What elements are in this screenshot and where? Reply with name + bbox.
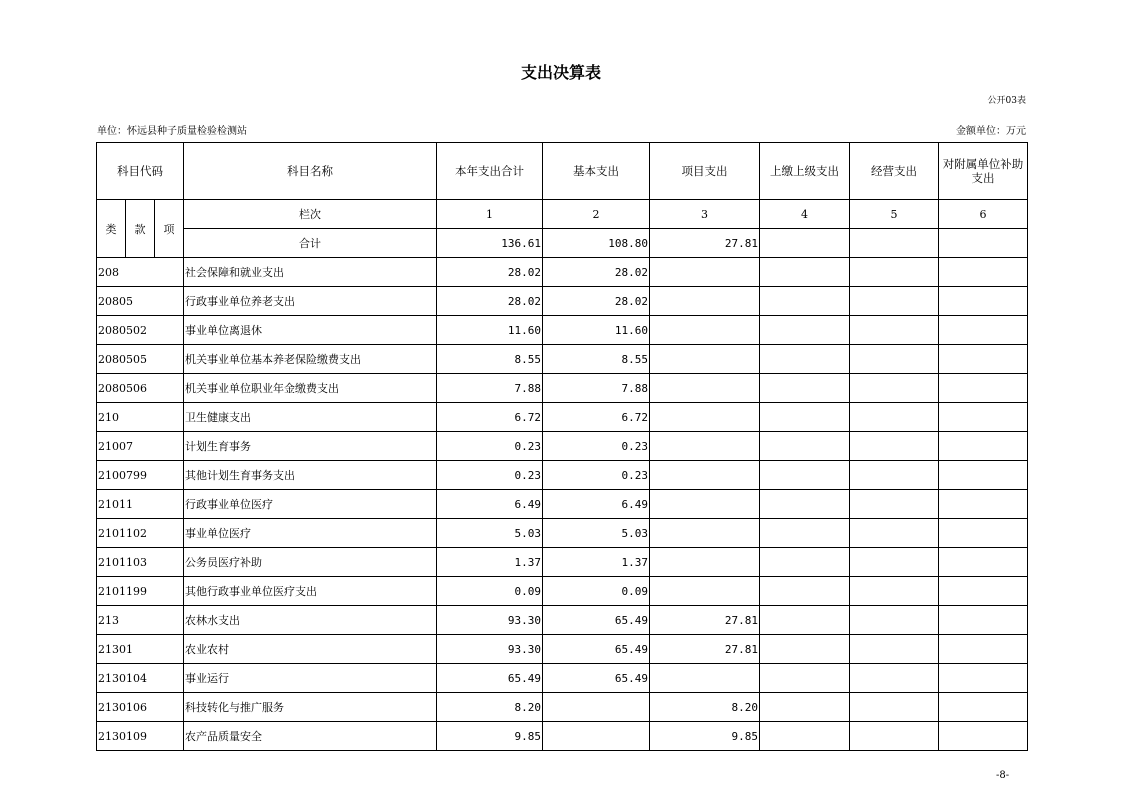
row-code: 2100799 [97,461,184,490]
row-basic [543,722,650,751]
row-business [850,548,939,577]
row-code: 210 [97,403,184,432]
header-total: 本年支出合计 [437,143,543,200]
row-upper [760,403,850,432]
column-number: 3 [650,200,760,229]
row-project [650,287,760,316]
column-number: 2 [543,200,650,229]
row-basic: 6.49 [543,490,650,519]
row-project [650,577,760,606]
row-basic: 1.37 [543,548,650,577]
table-row [97,403,1028,432]
total-basic: 108.80 [543,229,650,258]
row-business [850,374,939,403]
row-basic: 0.23 [543,461,650,490]
row-code: 2101199 [97,577,184,606]
row-total: 6.49 [437,490,543,519]
row-subsidiary [939,548,1028,577]
form-code: 公开03表 [987,96,1026,106]
row-business [850,519,939,548]
row-code: 213 [97,606,184,635]
row-code: 2130106 [97,693,184,722]
row-project [650,258,760,287]
row-basic: 6.72 [543,403,650,432]
total-row [97,229,1028,258]
row-basic: 65.49 [543,635,650,664]
row-subsidiary [939,345,1028,374]
row-code: 21007 [97,432,184,461]
table-row [97,519,1028,548]
total-label: 合计 [184,229,437,258]
row-subsidiary [939,635,1028,664]
row-code: 2080502 [97,316,184,345]
row-subsidiary [939,461,1028,490]
row-total: 28.02 [437,287,543,316]
table-row [97,693,1028,722]
row-upper [760,316,850,345]
row-project: 9.85 [650,722,760,751]
total-subsidiary [939,229,1028,258]
row-basic: 8.55 [543,345,650,374]
header-basic: 基本支出 [543,143,650,200]
row-name: 其他行政事业单位医疗支出 [184,577,437,606]
row-project: 27.81 [650,606,760,635]
row-upper [760,577,850,606]
row-project [650,490,760,519]
row-total: 93.30 [437,606,543,635]
row-total: 7.88 [437,374,543,403]
row-total: 11.60 [437,316,543,345]
row-upper [760,519,850,548]
row-name: 计划生育事务 [184,432,437,461]
page-number: -8- [996,770,1010,781]
row-business [850,461,939,490]
column-number: 1 [437,200,543,229]
row-upper [760,432,850,461]
row-business [850,693,939,722]
row-total: 65.49 [437,664,543,693]
row-name: 事业运行 [184,664,437,693]
row-upper [760,664,850,693]
header-name: 科目名称 [184,143,437,200]
row-code: 2080506 [97,374,184,403]
total-project: 27.81 [650,229,760,258]
row-total: 28.02 [437,258,543,287]
row-subsidiary [939,316,1028,345]
table-row [97,635,1028,664]
row-business [850,577,939,606]
row-business [850,432,939,461]
row-upper [760,548,850,577]
row-project [650,403,760,432]
row-name: 农业农村 [184,635,437,664]
row-project: 27.81 [650,635,760,664]
row-upper [760,345,850,374]
row-name: 机关事业单位基本养老保险缴费支出 [184,345,437,374]
row-name: 科技转化与推广服务 [184,693,437,722]
row-upper [760,635,850,664]
row-business [850,345,939,374]
page-title: 支出决算表 [520,63,601,82]
row-name: 机关事业单位职业年金缴费支出 [184,374,437,403]
row-business [850,635,939,664]
row-business [850,490,939,519]
row-name: 事业单位离退休 [184,316,437,345]
table-row [97,374,1028,403]
row-business [850,258,939,287]
row-business [850,722,939,751]
total-upper [760,229,850,258]
row-upper [760,722,850,751]
row-name: 农林水支出 [184,606,437,635]
row-total: 9.85 [437,722,543,751]
row-upper [760,287,850,316]
row-name: 农产品质量安全 [184,722,437,751]
row-project: 8.20 [650,693,760,722]
row-total: 0.09 [437,577,543,606]
table-row [97,461,1028,490]
row-total: 8.55 [437,345,543,374]
row-code: 2130109 [97,722,184,751]
row-subsidiary [939,287,1028,316]
header-row [97,143,1028,200]
table-row [97,316,1028,345]
reporting-unit: 单位：怀远县种子质量检验检测站 [97,126,247,137]
table-row [97,577,1028,606]
row-code: 21301 [97,635,184,664]
row-business [850,316,939,345]
total-total: 136.61 [437,229,543,258]
total-business [850,229,939,258]
header-business: 经营支出 [850,143,939,200]
row-upper [760,461,850,490]
row-basic [543,693,650,722]
table-row [97,606,1028,635]
amount-unit: 金额单位：万元 [956,126,1026,137]
row-subsidiary [939,519,1028,548]
row-basic: 28.02 [543,258,650,287]
table-row [97,664,1028,693]
row-project [650,461,760,490]
table-row [97,490,1028,519]
table-row [97,258,1028,287]
table-row [97,432,1028,461]
row-upper [760,258,850,287]
row-project [650,345,760,374]
row-project [650,316,760,345]
row-project [650,432,760,461]
row-business [850,403,939,432]
row-subsidiary [939,577,1028,606]
row-basic: 7.88 [543,374,650,403]
row-basic: 65.49 [543,664,650,693]
row-total: 8.20 [437,693,543,722]
column-index-label: 栏次 [184,200,437,229]
table-row [97,287,1028,316]
row-basic: 11.60 [543,316,650,345]
column-number: 5 [850,200,939,229]
row-code: 2101102 [97,519,184,548]
row-code: 208 [97,258,184,287]
table-row [97,722,1028,751]
row-business [850,287,939,316]
header-upper: 上缴上级支出 [760,143,850,200]
row-subsidiary [939,432,1028,461]
row-code: 2130104 [97,664,184,693]
row-basic: 5.03 [543,519,650,548]
row-name: 公务员医疗补助 [184,548,437,577]
row-name: 社会保障和就业支出 [184,258,437,287]
expenditure-table [96,142,1028,751]
row-business [850,664,939,693]
sub-header-xiang: 项 [155,200,184,258]
row-total: 1.37 [437,548,543,577]
row-total: 93.30 [437,635,543,664]
row-project [650,374,760,403]
row-name: 行政事业单位医疗 [184,490,437,519]
row-basic: 28.02 [543,287,650,316]
row-subsidiary [939,664,1028,693]
column-number: 6 [939,200,1028,229]
header-code: 科目代码 [97,143,184,200]
row-code: 2080505 [97,345,184,374]
row-code: 20805 [97,287,184,316]
row-upper [760,606,850,635]
header-project: 项目支出 [650,143,760,200]
row-basic: 65.49 [543,606,650,635]
row-subsidiary [939,722,1028,751]
row-subsidiary [939,374,1028,403]
row-total: 0.23 [437,432,543,461]
row-subsidiary [939,258,1028,287]
column-number: 4 [760,200,850,229]
row-subsidiary [939,490,1028,519]
row-project [650,519,760,548]
sub-header-kuan: 款 [126,200,155,258]
row-name: 卫生健康支出 [184,403,437,432]
row-subsidiary [939,403,1028,432]
row-total: 6.72 [437,403,543,432]
row-upper [760,693,850,722]
sub-header-lei: 类 [97,200,126,258]
column-index-row [97,200,1028,229]
row-upper [760,374,850,403]
row-subsidiary [939,606,1028,635]
header-subsidiary: 对附属单位补助支出 [939,143,1028,200]
table-row [97,345,1028,374]
row-code: 2101103 [97,548,184,577]
row-project [650,548,760,577]
row-total: 0.23 [437,461,543,490]
row-name: 其他计划生育事务支出 [184,461,437,490]
row-subsidiary [939,693,1028,722]
row-project [650,664,760,693]
row-basic: 0.09 [543,577,650,606]
row-name: 事业单位医疗 [184,519,437,548]
row-name: 行政事业单位养老支出 [184,287,437,316]
row-code: 21011 [97,490,184,519]
table-row [97,548,1028,577]
row-upper [760,490,850,519]
row-business [850,606,939,635]
row-total: 5.03 [437,519,543,548]
row-basic: 0.23 [543,432,650,461]
